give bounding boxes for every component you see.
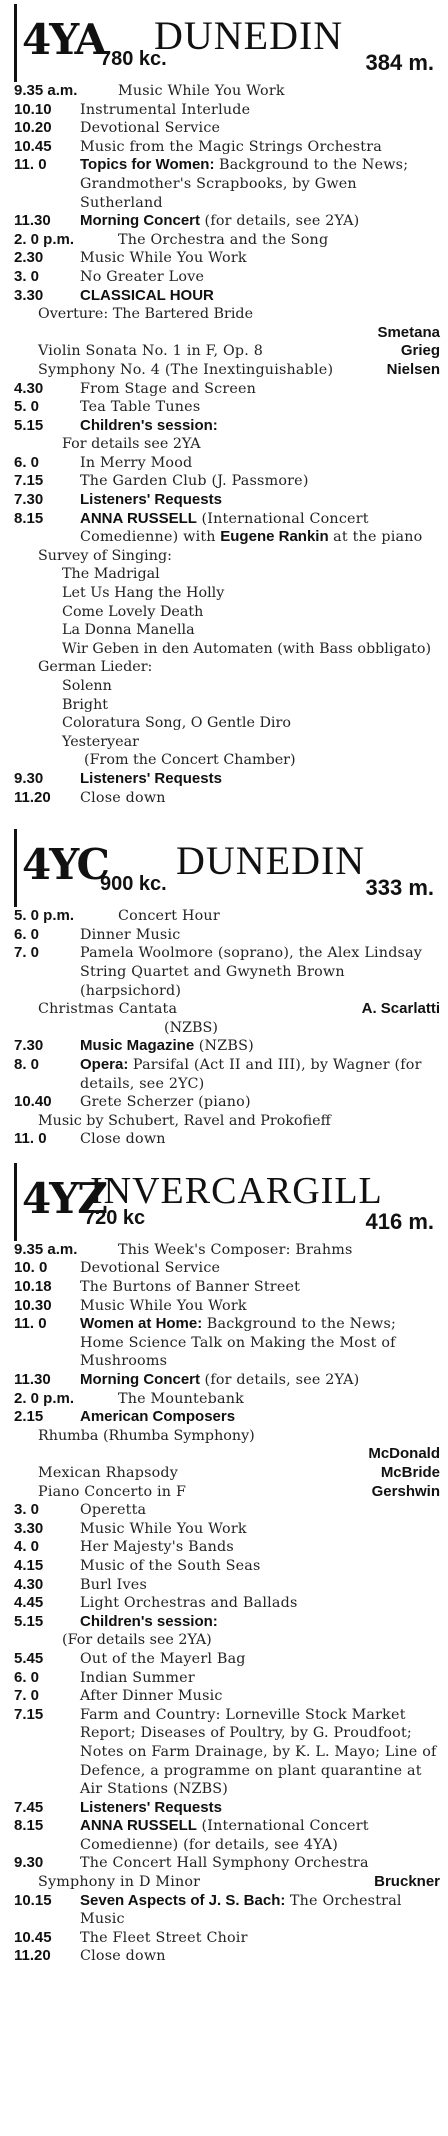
entry-time: 11.30 bbox=[14, 1371, 51, 1389]
entry-body bbox=[118, 1390, 440, 1409]
schedule-entry bbox=[14, 1390, 440, 1409]
entry-text: Background to the News; Grandmother's Scrapbooks, by Gwen Sutherland bbox=[80, 157, 409, 211]
entry-text: Close down bbox=[80, 789, 166, 806]
entry-body bbox=[80, 1576, 440, 1595]
schedule-entry bbox=[14, 1947, 440, 1966]
entry-time: 11.20 bbox=[14, 1947, 51, 1965]
entry-time: 8.15 bbox=[14, 1817, 44, 1835]
entry-heading: American Composers bbox=[80, 1408, 236, 1426]
schedule-entry bbox=[14, 1706, 440, 1799]
programme-item: (For details see 2YA) bbox=[62, 1632, 212, 1649]
programme-item: Music by Schubert, Ravel and Prokofieff bbox=[38, 1112, 331, 1129]
programme-item bbox=[14, 361, 440, 380]
schedule-entry bbox=[14, 1130, 440, 1149]
entry-body bbox=[80, 944, 440, 1000]
schedule-entry bbox=[14, 101, 440, 120]
schedule-entry bbox=[14, 417, 440, 436]
programme-item bbox=[14, 1000, 440, 1019]
schedule-list bbox=[14, 82, 440, 807]
item-title: Christmas Cantata bbox=[38, 1001, 178, 1018]
station-call-sign: 4YA bbox=[22, 15, 106, 64]
entry-time: 6. 0 bbox=[14, 925, 40, 943]
schedule-entry bbox=[14, 1576, 440, 1595]
entry-text: (for details, see 2YA) bbox=[204, 213, 360, 230]
entry-time: 3. 0 bbox=[14, 1501, 40, 1519]
programme-item bbox=[14, 1483, 440, 1502]
entry-heading: Music Magazine bbox=[80, 1037, 195, 1055]
entry-time: 8.15 bbox=[14, 509, 44, 527]
entry-time: 8. 0 bbox=[14, 1055, 40, 1073]
entry-body bbox=[80, 119, 440, 138]
entry-time: 10.18 bbox=[14, 1278, 52, 1296]
schedule-entry bbox=[14, 231, 440, 250]
entry-text: Tea Table Tunes bbox=[80, 399, 201, 416]
entry-text: Music While You Work bbox=[80, 1297, 247, 1314]
entry-text: No Greater Love bbox=[80, 268, 205, 285]
station-city: INVERCARGILL bbox=[90, 1169, 383, 1212]
entry-heading: ANNA RUSSELL bbox=[80, 1817, 197, 1835]
station-4ya bbox=[14, 4, 440, 807]
entry-body bbox=[80, 1408, 440, 1427]
programme-item: Overture: The Bartered Bride bbox=[38, 306, 254, 323]
entry-time: 5. 0 p.m. bbox=[14, 907, 75, 925]
program-column bbox=[14, 0, 440, 1966]
entry-body bbox=[80, 138, 440, 157]
schedule-entry bbox=[14, 380, 440, 399]
entry-body bbox=[80, 1817, 440, 1854]
schedule-entry bbox=[14, 510, 440, 547]
programme-item: Yesteryear bbox=[62, 733, 139, 750]
station-4yc bbox=[14, 829, 440, 1149]
entry-body bbox=[80, 1892, 440, 1929]
entry-body bbox=[80, 1947, 440, 1966]
programme-item: (From the Concert Chamber) bbox=[84, 752, 296, 769]
entry-body bbox=[80, 268, 440, 287]
header-rule bbox=[14, 829, 17, 907]
programme-item: German Lieder: bbox=[38, 659, 153, 676]
entry-body bbox=[80, 380, 440, 399]
station-header bbox=[14, 829, 440, 907]
entry-heading: Children's session: bbox=[80, 416, 218, 434]
station-wavelength: 333 m. bbox=[365, 875, 434, 901]
schedule-entry bbox=[14, 454, 440, 473]
entry-time: 11.30 bbox=[14, 212, 51, 230]
entry-body bbox=[80, 926, 440, 945]
entry-time: 10. 0 bbox=[14, 1259, 48, 1277]
entry-time: 4.45 bbox=[14, 1594, 44, 1612]
entry-body bbox=[80, 1259, 440, 1278]
entry-text: Music While You Work bbox=[80, 1520, 247, 1537]
entry-body bbox=[80, 1501, 440, 1520]
station-call-sign: 4YC bbox=[22, 840, 108, 890]
station-city: DUNEDIN bbox=[154, 13, 344, 58]
entry-body bbox=[80, 249, 440, 268]
entry-body bbox=[80, 1297, 440, 1316]
schedule-entry bbox=[14, 82, 440, 101]
schedule-entry bbox=[14, 1297, 440, 1316]
schedule-entry bbox=[14, 1259, 440, 1278]
entry-heading: ANNA RUSSELL bbox=[80, 509, 197, 527]
entry-body bbox=[80, 287, 440, 306]
schedule-entry bbox=[14, 1538, 440, 1557]
entry-text: Operetta bbox=[80, 1502, 147, 1519]
entry-body bbox=[80, 1093, 440, 1112]
entry-text: Indian Summer bbox=[80, 1669, 195, 1686]
schedule-entry bbox=[14, 1613, 440, 1632]
entry-text: Music from the Magic Strings Orchestra bbox=[80, 138, 382, 155]
entry-text: The Orchestra and the Song bbox=[118, 231, 329, 248]
station-frequency: 720 kc bbox=[84, 1206, 146, 1229]
entry-body bbox=[80, 1538, 440, 1557]
item-title: Symphony in D Minor bbox=[38, 1874, 201, 1891]
station-call-sign: 4YZ bbox=[22, 1173, 106, 1223]
entry-heading: Topics for Women: bbox=[80, 156, 215, 174]
entry-body bbox=[80, 417, 440, 436]
entry-time: 9.35 a.m. bbox=[14, 1240, 78, 1258]
entry-time: 4.30 bbox=[14, 1575, 44, 1593]
entry-text: at the piano bbox=[333, 529, 423, 546]
programme-item: Bright bbox=[62, 696, 109, 713]
entry-body bbox=[80, 101, 440, 120]
schedule-entry bbox=[14, 1408, 440, 1427]
entry-heading: Listeners' Requests bbox=[80, 769, 222, 787]
programme-item: Survey of Singing: bbox=[38, 547, 172, 564]
header-rule bbox=[14, 4, 17, 82]
entry-time: 7. 0 bbox=[14, 944, 40, 962]
schedule-entry bbox=[14, 926, 440, 945]
entry-text: Light Orchestras and Ballads bbox=[80, 1595, 298, 1612]
station-wavelength: 416 m. bbox=[365, 1208, 434, 1234]
entry-text: (International Concert Comedienne) (for details, see 4YA) bbox=[80, 1818, 369, 1853]
entry-time: 7.15 bbox=[14, 472, 44, 490]
entry-body bbox=[80, 1650, 440, 1669]
entry-heading: Morning Concert bbox=[80, 212, 200, 230]
schedule-entry bbox=[14, 472, 440, 491]
entry-text: The Orchestral Music bbox=[80, 1892, 402, 1928]
entry-time: 6. 0 bbox=[14, 1668, 40, 1686]
entry-text: This Week's Composer: Brahms bbox=[118, 1241, 353, 1258]
entry-heading: Eugene Rankin bbox=[220, 528, 329, 546]
entry-body bbox=[80, 1056, 440, 1093]
entry-body bbox=[80, 1929, 440, 1948]
entry-text: The Mountebank bbox=[118, 1390, 244, 1407]
entry-time: 10.15 bbox=[14, 1891, 52, 1909]
entry-body bbox=[80, 398, 440, 417]
entry-time: 7.15 bbox=[14, 1705, 44, 1723]
composer-name: Grieg bbox=[400, 342, 440, 360]
entry-body bbox=[80, 1854, 440, 1873]
entry-body bbox=[118, 907, 440, 926]
programme-item bbox=[14, 1464, 440, 1483]
entry-heading: Women at Home: bbox=[80, 1315, 203, 1333]
item-title: Violin Sonata No. 1 in F, Op. 8 bbox=[38, 343, 264, 360]
entry-body bbox=[80, 491, 440, 510]
schedule-entry bbox=[14, 1929, 440, 1948]
station-4yz bbox=[14, 1163, 440, 1966]
entry-text: From Stage and Screen bbox=[80, 380, 257, 397]
entry-text: Her Majesty's Bands bbox=[80, 1539, 234, 1556]
schedule-entry bbox=[14, 1501, 440, 1520]
composer-name: A. Scarlatti bbox=[361, 1000, 440, 1018]
entry-time: 11. 0 bbox=[14, 1315, 47, 1333]
entry-heading: Children's session: bbox=[80, 1612, 218, 1630]
entry-heading: Listeners' Requests bbox=[80, 491, 222, 509]
schedule-entry bbox=[14, 789, 440, 808]
entry-heading: Seven Aspects of J. S. Bach: bbox=[80, 1891, 286, 1909]
composer-name: Gershwin bbox=[371, 1482, 440, 1500]
entry-body bbox=[80, 789, 440, 808]
schedule-entry bbox=[14, 1520, 440, 1539]
composer-name: Smetana bbox=[377, 323, 440, 341]
schedule-entry bbox=[14, 1093, 440, 1112]
entry-time: 4.30 bbox=[14, 379, 44, 397]
entry-body bbox=[80, 770, 440, 789]
entry-time: 5. 0 bbox=[14, 398, 40, 416]
schedule-entry bbox=[14, 156, 440, 212]
entry-text: Close down bbox=[80, 1131, 166, 1148]
schedule-entry bbox=[14, 1241, 440, 1260]
entry-body bbox=[80, 1799, 440, 1818]
entry-text: Grete Scherzer (piano) bbox=[80, 1094, 251, 1111]
entry-text: Burl Ives bbox=[80, 1576, 147, 1593]
entry-time: 10.45 bbox=[14, 1928, 52, 1946]
composer-name: McBride bbox=[380, 1464, 440, 1481]
entry-body bbox=[80, 1278, 440, 1297]
schedule-entry bbox=[14, 1594, 440, 1613]
schedule-entry bbox=[14, 1557, 440, 1576]
entry-body bbox=[80, 1130, 440, 1149]
schedule-entry bbox=[14, 1817, 440, 1854]
entry-text: Devotional Service bbox=[80, 1260, 221, 1277]
entry-time: 2. 0 p.m. bbox=[14, 1389, 75, 1407]
entry-time: 5.15 bbox=[14, 1612, 44, 1630]
programme-item: The Madrigal bbox=[62, 566, 160, 583]
entry-text: (NZBS) bbox=[198, 1038, 254, 1055]
entry-heading: Morning Concert bbox=[80, 1371, 200, 1389]
entry-body bbox=[80, 510, 440, 547]
entry-text: Close down bbox=[80, 1948, 166, 1965]
schedule-entry bbox=[14, 1037, 440, 1056]
entry-heading: Opera: bbox=[80, 1055, 129, 1073]
entry-body bbox=[80, 1594, 440, 1613]
schedule-entry bbox=[14, 1687, 440, 1706]
item-title: Symphony No. 4 (The Inextinguishable) bbox=[38, 361, 334, 378]
schedule-entry bbox=[14, 1799, 440, 1818]
schedule-entry bbox=[14, 138, 440, 157]
entry-body bbox=[80, 454, 440, 473]
entry-time: 10.40 bbox=[14, 1093, 52, 1111]
schedule-entry bbox=[14, 119, 440, 138]
entry-text: Instrumental Interlude bbox=[80, 101, 251, 118]
entry-time: 7.30 bbox=[14, 491, 44, 509]
entry-time: 9.30 bbox=[14, 769, 44, 787]
schedule-entry bbox=[14, 770, 440, 789]
entry-time: 4. 0 bbox=[14, 1538, 40, 1556]
entry-text: Music of the South Seas bbox=[80, 1557, 261, 1574]
entry-body bbox=[80, 1037, 440, 1056]
station-frequency: 900 kc. bbox=[100, 873, 167, 896]
entry-time: 2.15 bbox=[14, 1408, 44, 1426]
programme-item bbox=[14, 342, 440, 361]
entry-time: 7. 0 bbox=[14, 1687, 40, 1705]
entry-time: 5.45 bbox=[14, 1649, 44, 1667]
composer-name: McDonald bbox=[368, 1445, 440, 1463]
programme-item: Rhumba (Rhumba Symphony) bbox=[38, 1427, 255, 1444]
entry-text: Dinner Music bbox=[80, 926, 181, 943]
composer-name: Nielsen bbox=[386, 360, 440, 378]
entry-body bbox=[80, 1669, 440, 1688]
entry-text: In Merry Mood bbox=[80, 454, 193, 471]
entry-body bbox=[80, 156, 440, 212]
schedule-entry bbox=[14, 1278, 440, 1297]
composer-name: Bruckner bbox=[374, 1873, 440, 1891]
entry-text: Out of the Mayerl Bag bbox=[80, 1650, 246, 1667]
entry-body bbox=[118, 1241, 440, 1260]
entry-text: Devotional Service bbox=[80, 120, 221, 137]
entry-text: The Burtons of Banner Street bbox=[80, 1279, 301, 1296]
entry-text: (for details, see 2YA) bbox=[204, 1372, 360, 1389]
entry-body bbox=[80, 1315, 440, 1371]
entry-body bbox=[80, 1371, 440, 1390]
schedule-entry bbox=[14, 1854, 440, 1873]
schedule-entry bbox=[14, 212, 440, 231]
entry-time: 4.15 bbox=[14, 1556, 44, 1574]
station-header bbox=[14, 4, 440, 82]
entry-time: 9.35 a.m. bbox=[14, 82, 78, 99]
item-title: Mexican Rhapsody bbox=[38, 1465, 179, 1481]
header-rule bbox=[14, 1163, 17, 1241]
station-header bbox=[14, 1163, 440, 1241]
entry-body bbox=[80, 1613, 440, 1632]
entry-time: 11.20 bbox=[14, 788, 51, 806]
programme-item: (NZBS) bbox=[164, 1019, 218, 1036]
entry-time: 3.30 bbox=[14, 286, 44, 304]
schedule-entry bbox=[14, 944, 440, 1000]
entry-body bbox=[118, 231, 440, 250]
entry-text: Concert Hour bbox=[118, 908, 220, 925]
entry-text: Music While You Work bbox=[80, 250, 247, 267]
programme-item: Come Lovely Death bbox=[62, 603, 204, 620]
schedule-entry bbox=[14, 1056, 440, 1093]
schedule-entry bbox=[14, 1892, 440, 1929]
entry-heading: Listeners' Requests bbox=[80, 1798, 222, 1816]
item-title: Piano Concerto in F bbox=[38, 1483, 187, 1500]
entry-text: Parsifal (Act II and III), by Wagner (for details, see 2YC) bbox=[80, 1056, 422, 1092]
entry-time: 10.45 bbox=[14, 137, 52, 155]
programme-item: Let Us Hang the Holly bbox=[62, 585, 225, 602]
entry-time: 2.30 bbox=[14, 249, 44, 267]
schedule-entry bbox=[14, 398, 440, 417]
programme-item: La Donna Manella bbox=[62, 622, 195, 639]
entry-body bbox=[80, 1687, 440, 1706]
entry-time: 10.20 bbox=[14, 119, 52, 137]
schedule-entry bbox=[14, 268, 440, 287]
entry-text: Pamela Woolmore (soprano), the Alex Lindsay String Quartet and Gwyneth Brown (harpsichord) bbox=[80, 945, 423, 999]
schedule-entry bbox=[14, 907, 440, 926]
entry-text: Background to the News; Home Science Talk on Making the Most of Mushrooms bbox=[80, 1316, 397, 1370]
entry-body bbox=[118, 82, 440, 101]
schedule-entry bbox=[14, 249, 440, 268]
entry-body bbox=[80, 1706, 440, 1799]
station-city: DUNEDIN bbox=[176, 838, 366, 884]
schedule-entry bbox=[14, 1669, 440, 1688]
entry-text: Farm and Country: Lorneville Stock Market Report; Diseases of Poultry, by G. Proudfoot; Notes on Farm Drainage, by K. L. Mayo; Line of Defence, a programme on plant quarantine at Air Stations (NZBS) bbox=[80, 1706, 437, 1798]
programme-item bbox=[14, 1873, 440, 1892]
programme-item: Coloratura Song, O Gentle Diro bbox=[62, 715, 291, 732]
station-frequency: 780 kc. bbox=[100, 48, 167, 70]
entry-time: 11. 0 bbox=[14, 156, 47, 174]
entry-time: 5.15 bbox=[14, 416, 44, 434]
entry-text: After Dinner Music bbox=[80, 1688, 223, 1705]
entry-time: 9.30 bbox=[14, 1854, 44, 1872]
schedule-list bbox=[14, 907, 440, 1149]
entry-body bbox=[80, 1557, 440, 1576]
entry-time: 6. 0 bbox=[14, 453, 40, 471]
schedule-entry bbox=[14, 1650, 440, 1669]
schedule-list bbox=[14, 1241, 440, 1966]
entry-text: The Concert Hall Symphony Orchestra bbox=[80, 1855, 369, 1872]
schedule-entry bbox=[14, 287, 440, 306]
station-wavelength: 384 m. bbox=[365, 50, 434, 75]
schedule-entry bbox=[14, 1315, 440, 1371]
entry-text: The Fleet Street Choir bbox=[80, 1929, 248, 1946]
entry-time: 3. 0 bbox=[14, 267, 40, 285]
entry-time: 10.10 bbox=[14, 100, 52, 118]
programme-item: For details see 2YA bbox=[62, 436, 201, 453]
entry-heading: CLASSICAL HOUR bbox=[80, 286, 214, 304]
entry-text: Music While You Work bbox=[118, 83, 285, 99]
entry-text: (International Concert Comedienne) with bbox=[80, 510, 369, 546]
entry-body bbox=[80, 472, 440, 491]
entry-time: 7.30 bbox=[14, 1037, 44, 1055]
entry-body bbox=[80, 212, 440, 231]
programme-item: Wir Geben in den Automaten (with Bass obbligato) bbox=[62, 640, 432, 657]
entry-time: 2. 0 p.m. bbox=[14, 230, 75, 248]
programme-item: Solenn bbox=[62, 678, 112, 694]
entry-time: 3.30 bbox=[14, 1519, 44, 1537]
schedule-entry bbox=[14, 491, 440, 510]
entry-time: 11. 0 bbox=[14, 1130, 47, 1148]
entry-text: The Garden Club (J. Passmore) bbox=[80, 473, 309, 490]
entry-time: 10.30 bbox=[14, 1296, 52, 1314]
schedule-entry bbox=[14, 1371, 440, 1390]
entry-body bbox=[80, 1520, 440, 1539]
entry-time: 7.45 bbox=[14, 1798, 44, 1816]
